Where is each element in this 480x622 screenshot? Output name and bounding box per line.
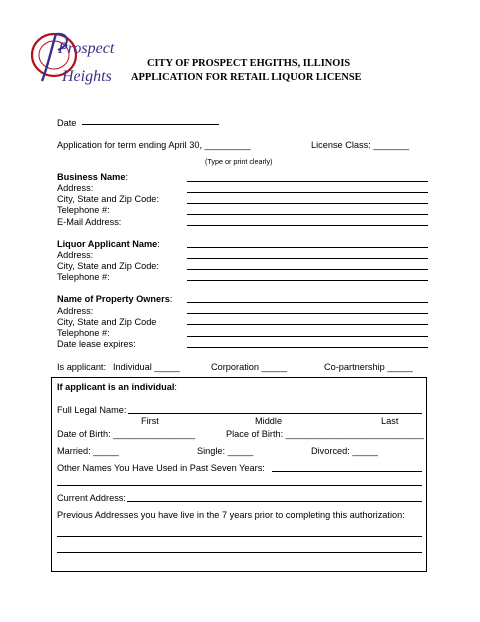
liquor-address-field[interactable] — [187, 258, 428, 259]
business-address-field[interactable] — [187, 192, 428, 193]
full-legal-name-label: Full Legal Name: — [57, 405, 127, 415]
business-name-label — [57, 172, 128, 183]
divorced-field[interactable]: Divorced: _____ — [311, 446, 378, 456]
business-email-field[interactable] — [187, 225, 428, 226]
business-telephone-field[interactable] — [187, 214, 428, 215]
business-address-label: Address: — [57, 183, 94, 193]
term-label: Application for term ending April 30, _________ — [57, 140, 251, 150]
date-field[interactable] — [82, 124, 219, 125]
liquor-telephone-field[interactable] — [187, 280, 428, 281]
individual-section-colon: : — [174, 382, 177, 392]
city-logo — [28, 26, 120, 90]
other-names-field-2[interactable] — [57, 485, 422, 486]
property-telephone-field[interactable] — [187, 336, 428, 337]
last-name-caption: Last — [381, 416, 399, 426]
individual-section-label — [57, 382, 177, 393]
property-address-field[interactable] — [187, 313, 428, 314]
married-field[interactable]: Married: _____ — [57, 446, 119, 456]
applicant-type-corporation[interactable]: Corporation _____ — [211, 362, 288, 372]
property-lease-label: Date lease expires: — [57, 339, 136, 349]
liquor-telephone-label: Telephone #: — [57, 272, 110, 282]
place-of-birth-field[interactable]: Place of Birth: ___________________________ — [226, 429, 424, 439]
property-owner-field[interactable] — [187, 302, 428, 303]
date-label: Date — [57, 118, 77, 128]
business-name-heading: Business Name — [57, 172, 126, 182]
business-name-field[interactable] — [187, 181, 428, 182]
liquor-applicant-heading: Liquor Applicant Name — [57, 239, 158, 249]
business-city-label: City, State and Zip Code: — [57, 194, 159, 204]
liquor-address-label: Address: — [57, 250, 94, 260]
logo-text-bottom: Heights — [62, 68, 112, 85]
other-names-field[interactable] — [272, 471, 422, 472]
single-field[interactable]: Single: _____ — [197, 446, 254, 456]
business-name-colon: : — [125, 172, 128, 182]
logo-text-top: Prospect — [58, 40, 115, 57]
liquor-applicant-label — [57, 239, 160, 250]
full-legal-name-field[interactable] — [128, 413, 422, 414]
property-owners-colon: : — [169, 294, 173, 304]
liquor-city-field[interactable] — [187, 269, 428, 270]
current-address-label: Current Address: — [57, 493, 126, 503]
property-owners-label — [57, 294, 172, 305]
property-address-label: Address: — [57, 306, 94, 316]
previous-address-field-2[interactable] — [57, 552, 422, 553]
license-class-label: License Class: _______ — [311, 140, 410, 150]
applicant-type-copartnership[interactable]: Co-partnership _____ — [324, 362, 413, 372]
business-email-label: E-Mail Address: — [57, 217, 122, 227]
liquor-applicant-colon: : — [157, 239, 160, 249]
middle-name-caption: Middle — [255, 416, 283, 426]
business-city-field[interactable] — [187, 203, 428, 204]
page-title-line2: APPLICATION FOR RETAIL LIQUOR LICENSE — [131, 72, 362, 83]
print-note: (Type or print clearly) — [205, 157, 273, 166]
property-city-label: City, State and Zip Code — [57, 317, 157, 327]
previous-addresses-label: Previous Addresses you have live in the 7 years prior to completing this authorization: — [57, 510, 405, 520]
property-owners-heading: Name of Property Owners — [57, 294, 170, 304]
liquor-city-label: City, State and Zip Code: — [57, 261, 159, 271]
first-name-caption: First — [141, 416, 159, 426]
property-lease-field[interactable] — [187, 347, 428, 348]
applicant-type-label: Is applicant: — [57, 362, 107, 372]
current-address-field[interactable] — [127, 501, 422, 502]
property-city-field[interactable] — [187, 324, 428, 325]
other-names-label: Other Names You Have Used in Past Seven Years: — [57, 463, 265, 473]
applicant-type-individual[interactable]: Individual _____ — [113, 362, 180, 372]
business-telephone-label: Telephone #: — [57, 205, 110, 215]
liquor-name-field[interactable] — [187, 247, 428, 248]
date-of-birth-field[interactable]: Date of Birth: ________________ — [57, 429, 195, 439]
page-title-line1: CITY OF PROSPECT EHGITHS, ILLINOIS — [147, 58, 351, 69]
previous-address-field-1[interactable] — [57, 536, 422, 537]
property-telephone-label: Telephone #: — [57, 328, 110, 338]
individual-section-heading: If applicant is an individual — [57, 382, 175, 392]
